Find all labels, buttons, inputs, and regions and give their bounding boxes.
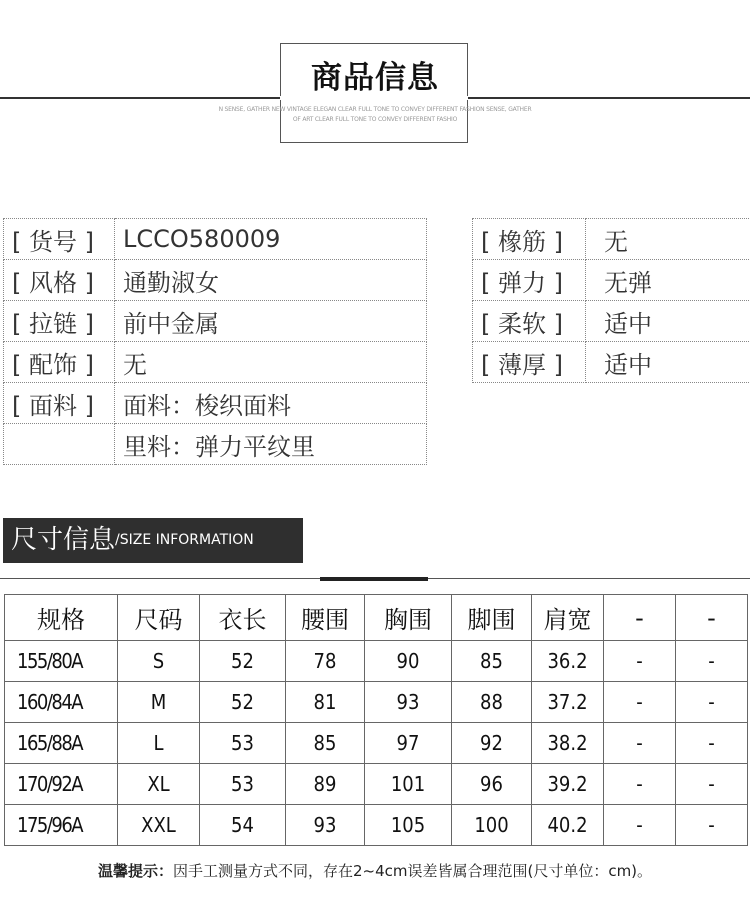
table-cell: - <box>676 682 748 723</box>
table-row <box>5 723 748 764</box>
attr-row-stretch <box>473 260 750 301</box>
table-cell: - <box>676 805 748 846</box>
attr-key: [ 面料 ] <box>4 383 115 424</box>
attr-row-fabric <box>4 383 427 424</box>
attr-row-item-number <box>4 219 427 260</box>
attr-key: [ 柔软 ] <box>473 301 586 342</box>
header-cell: 肩宽 <box>532 595 604 641</box>
table-cell: 53 <box>200 764 286 805</box>
table-cell: 92 <box>452 723 532 764</box>
table-cell: - <box>604 682 676 723</box>
attr-value: 面料：梭织面料 <box>115 383 427 424</box>
table-cell: 53 <box>200 723 286 764</box>
attr-row-softness <box>473 301 750 342</box>
attr-key: [ 风格 ] <box>4 260 115 301</box>
table-cell: 155/80A <box>5 641 118 682</box>
size-section-title <box>3 518 303 563</box>
attr-value: 无弹 <box>586 260 750 301</box>
table-cell: 93 <box>365 682 452 723</box>
size-title-cn: 尺寸信息 <box>11 525 116 555</box>
note-label: 温馨提示： <box>97 862 173 880</box>
table-cell: XL <box>118 764 200 805</box>
product-attributes-left <box>3 218 427 465</box>
attr-value: 适中 <box>586 342 750 383</box>
table-cell: 54 <box>200 805 286 846</box>
attr-key: [ 弹力 ] <box>473 260 586 301</box>
table-cell: 81 <box>286 682 365 723</box>
table-cell: 85 <box>452 641 532 682</box>
header-subtitle-line-2: OF ART CLEAR FULL TONE TO CONVEY DIFFERENT FASHIO <box>292 116 458 123</box>
table-cell: 78 <box>286 641 365 682</box>
table-cell: - <box>604 805 676 846</box>
attr-value: LCCO580009 <box>115 219 427 260</box>
table-cell: 175/96A <box>5 805 118 846</box>
attr-key: [ 货号 ] <box>4 219 115 260</box>
header-cell: 胸围 <box>365 595 452 641</box>
page-title: 商品信息 <box>311 60 439 96</box>
table-cell: 89 <box>286 764 365 805</box>
table-cell: 37.2 <box>532 682 604 723</box>
table-cell: 40.2 <box>532 805 604 846</box>
size-divider-accent <box>320 577 428 581</box>
note-text: 因手工测量方式不同，存在2~4cm误差皆属合理范围(尺寸单位：cm)。 <box>172 862 653 880</box>
attr-value: 前中金属 <box>115 301 427 342</box>
table-cell: 96 <box>452 764 532 805</box>
attr-row-lining <box>4 424 427 465</box>
table-cell: 160/84A <box>5 682 118 723</box>
table-cell: - <box>604 641 676 682</box>
table-cell: - <box>604 723 676 764</box>
size-table <box>4 594 748 846</box>
attr-row-elastic-band <box>473 219 750 260</box>
header-cell: - <box>676 595 748 641</box>
table-cell: M <box>118 682 200 723</box>
table-row <box>5 805 748 846</box>
attr-key: [ 橡筋 ] <box>473 219 586 260</box>
table-cell: 105 <box>365 805 452 846</box>
attr-row-accessories <box>4 342 427 383</box>
attr-value: 无 <box>115 342 427 383</box>
attr-row-thickness <box>473 342 750 383</box>
table-cell: - <box>676 723 748 764</box>
attr-key: [ 拉链 ] <box>4 301 115 342</box>
table-cell: 39.2 <box>532 764 604 805</box>
size-title-en: /SIZE INFORMATION <box>115 532 254 548</box>
attr-value: 无 <box>586 219 750 260</box>
table-cell: - <box>604 764 676 805</box>
table-cell: 52 <box>200 641 286 682</box>
table-cell: L <box>118 723 200 764</box>
table-cell: 93 <box>286 805 365 846</box>
table-cell: 165/88A <box>5 723 118 764</box>
attr-row-style <box>4 260 427 301</box>
header-cell: - <box>604 595 676 641</box>
table-cell: 52 <box>200 682 286 723</box>
header-subtitle-line-1: N SENSE, GATHER NEW VINTAGE ELEGAN CLEAR FULL TONE TO CONVEY DIFFERENT FASHION SENSE, GATHER <box>218 106 532 113</box>
table-cell: 88 <box>452 682 532 723</box>
table-cell: 101 <box>365 764 452 805</box>
table-cell: 100 <box>452 805 532 846</box>
header-cell: 脚围 <box>452 595 532 641</box>
table-cell: 90 <box>365 641 452 682</box>
header-cell: 规格 <box>5 595 118 641</box>
size-table-header <box>5 595 748 641</box>
header-cell: 衣长 <box>200 595 286 641</box>
table-cell: 97 <box>365 723 452 764</box>
attr-value: 里料：弹力平纹里 <box>115 424 427 465</box>
table-cell: 38.2 <box>532 723 604 764</box>
table-cell: 85 <box>286 723 365 764</box>
attr-value: 通勤淑女 <box>115 260 427 301</box>
attr-key <box>4 424 115 465</box>
attr-row-zipper <box>4 301 427 342</box>
header-cell: 尺码 <box>118 595 200 641</box>
attr-key: [ 薄厚 ] <box>473 342 586 383</box>
attr-key: [ 配饰 ] <box>4 342 115 383</box>
table-cell: - <box>676 641 748 682</box>
product-attributes-right <box>472 218 750 383</box>
table-cell: XXL <box>118 805 200 846</box>
table-row <box>5 641 748 682</box>
header-cell: 腰围 <box>286 595 365 641</box>
table-cell: - <box>676 764 748 805</box>
attr-value: 适中 <box>586 301 750 342</box>
table-cell: S <box>118 641 200 682</box>
table-row <box>5 764 748 805</box>
table-row <box>5 682 748 723</box>
table-cell: 36.2 <box>532 641 604 682</box>
measurement-note <box>0 860 750 881</box>
table-cell: 170/92A <box>5 764 118 805</box>
